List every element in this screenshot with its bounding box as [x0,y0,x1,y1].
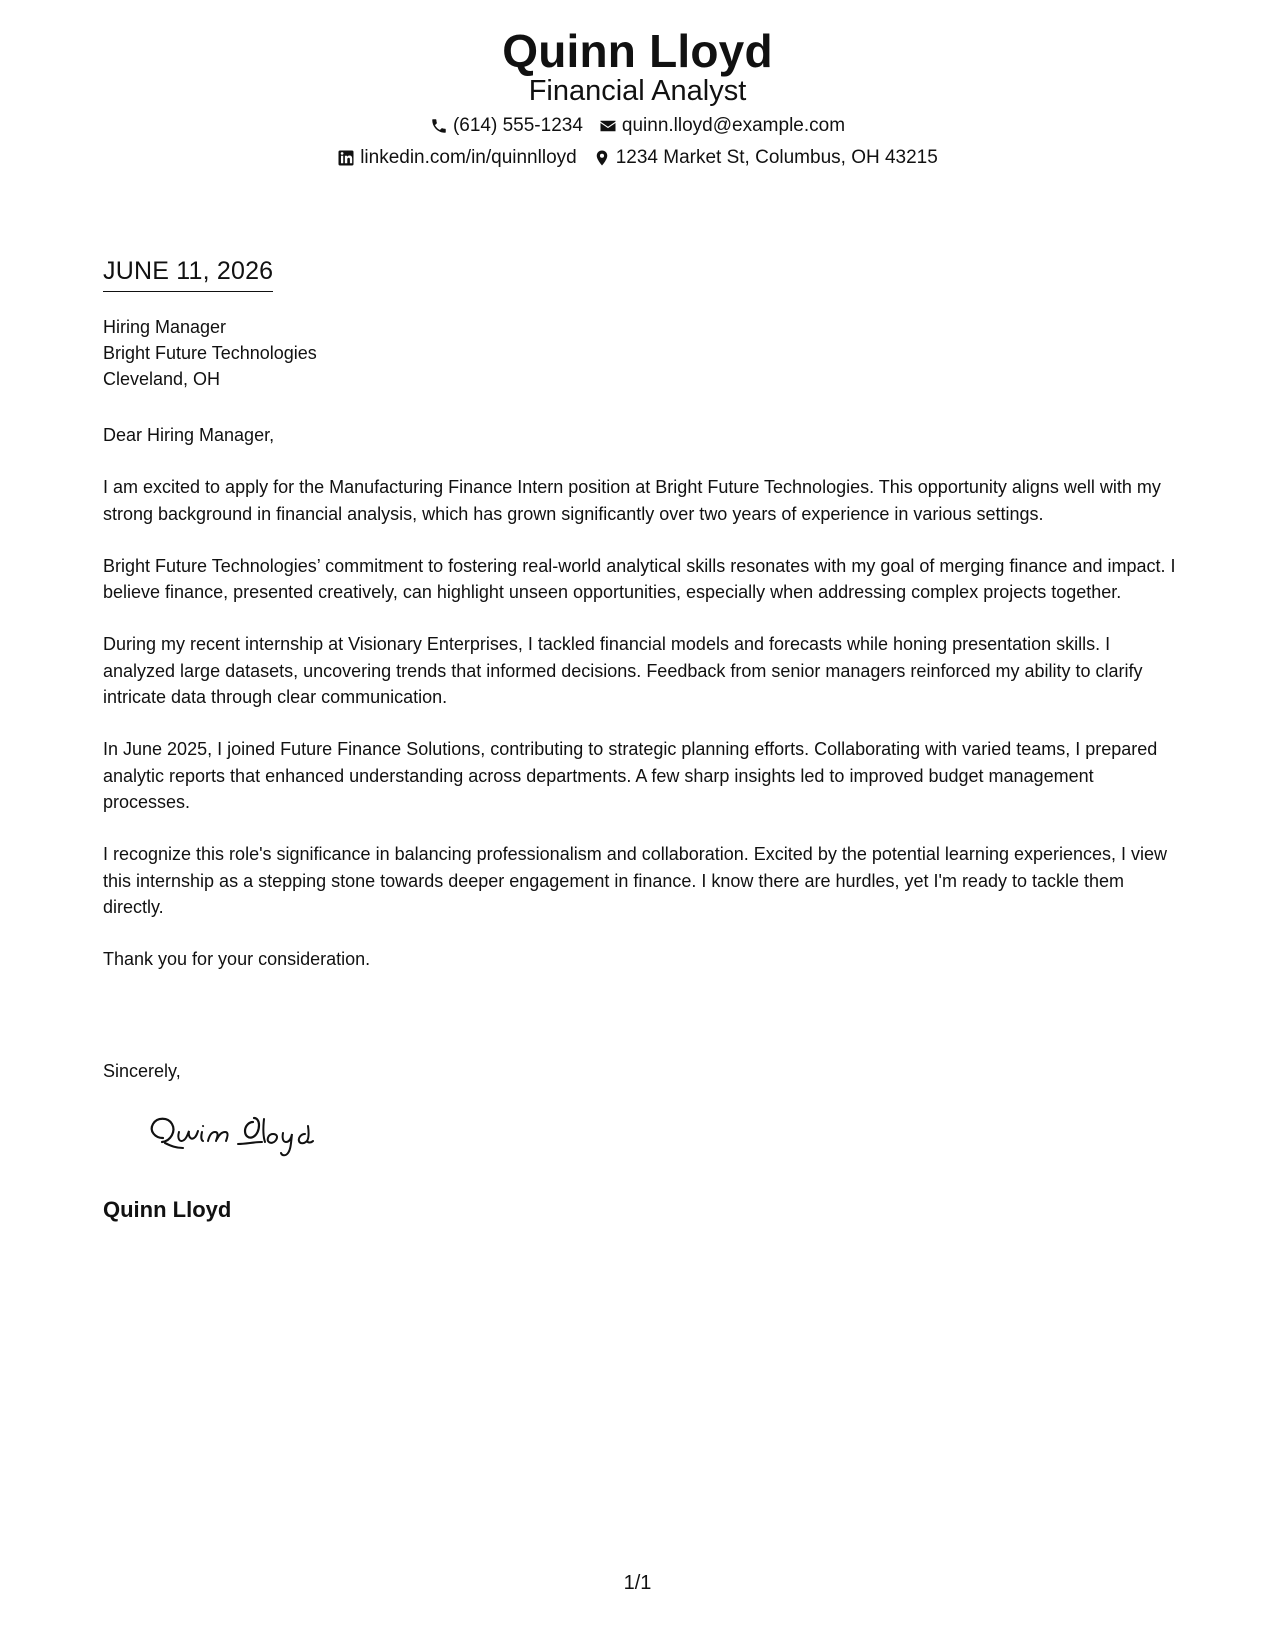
recipient-line-1: Hiring Manager [103,317,227,337]
phone-icon [430,117,448,135]
mailing-address: 1234 Market St, Columbus, OH 43215 [615,147,938,168]
recipient-line-3: Cleveland, OH [103,369,221,389]
contact-line-primary [0,114,1275,138]
letter-date: JUNE 11, 2026 [103,255,273,292]
phone-contact [430,114,583,138]
body-paragraph-3: During my recent internship at Visionary Enterprises, I tackled financial models and forecasts while honing presentation skills. I analyzed large datasets, uncovering trends that informed decisions. Feedback from senior managers reinforced my ability to clarify intricate data through clear communication. [103,634,1143,708]
recipient-block [103,314,317,392]
map-pin-icon [593,149,611,167]
body-paragraph-5: I recognize this role's significance in balancing professionalism and collaboration. Excited by the potential learning experiences, I view this internship as a stepping stone towards deeper engagement in finance. I know there are hurdles, yet I'm ready to tackle them directly. [103,844,1168,917]
phone-number: (614) 555-1234 [452,115,583,136]
salutation: Dear Hiring Manager, [103,425,275,445]
letter-header [0,24,1275,170]
closing-line: Sincerely, [103,1061,181,1081]
recipient-line-2: Bright Future Technologies [103,343,317,363]
applicant-name: Quinn Lloyd [502,25,773,77]
linkedin-contact [337,146,577,170]
email-address: quinn.lloyd@example.com [621,115,846,136]
thank-you-line: Thank you for your consideration. [103,949,371,970]
body-paragraph-2: Bright Future Technologies’ commitment to fostering real-world analytical skills resonates with my goal of merging finance and impact. I believe finance, presented creatively, can highlight unseen opportunities, especially when addressing complex projects together. [103,555,1176,603]
letter-body [103,422,1183,998]
email-contact [599,114,845,138]
signed-name: Quinn Lloyd [103,1197,232,1222]
linkedin-url: linkedin.com/in/quinnlloyd [360,147,577,168]
letter-date-block [103,255,273,292]
address-contact [593,146,938,170]
body-paragraph-1: I am excited to apply for the Manufacturing Finance Intern position at Bright Future Technologies. This opportunity aligns well with my strong background in financial analysis, which has grown significantly over two years of experience in various settings. [103,477,1161,524]
page-number: 1/1 [623,1572,652,1594]
body-paragraph-4: In June 2025, I joined Future Finance Solutions, contributing to strategic planning efforts. Collaborating with varied teams, I prepared analytic reports that enhanced understanding across departments. A few sharp insights led to improved budget management processes. [103,739,1158,812]
envelope-icon [599,117,617,135]
applicant-title: Financial Analyst [528,75,747,107]
handwritten-signature [135,1108,335,1164]
contact-line-secondary [0,146,1275,170]
linkedin-icon [337,149,355,167]
